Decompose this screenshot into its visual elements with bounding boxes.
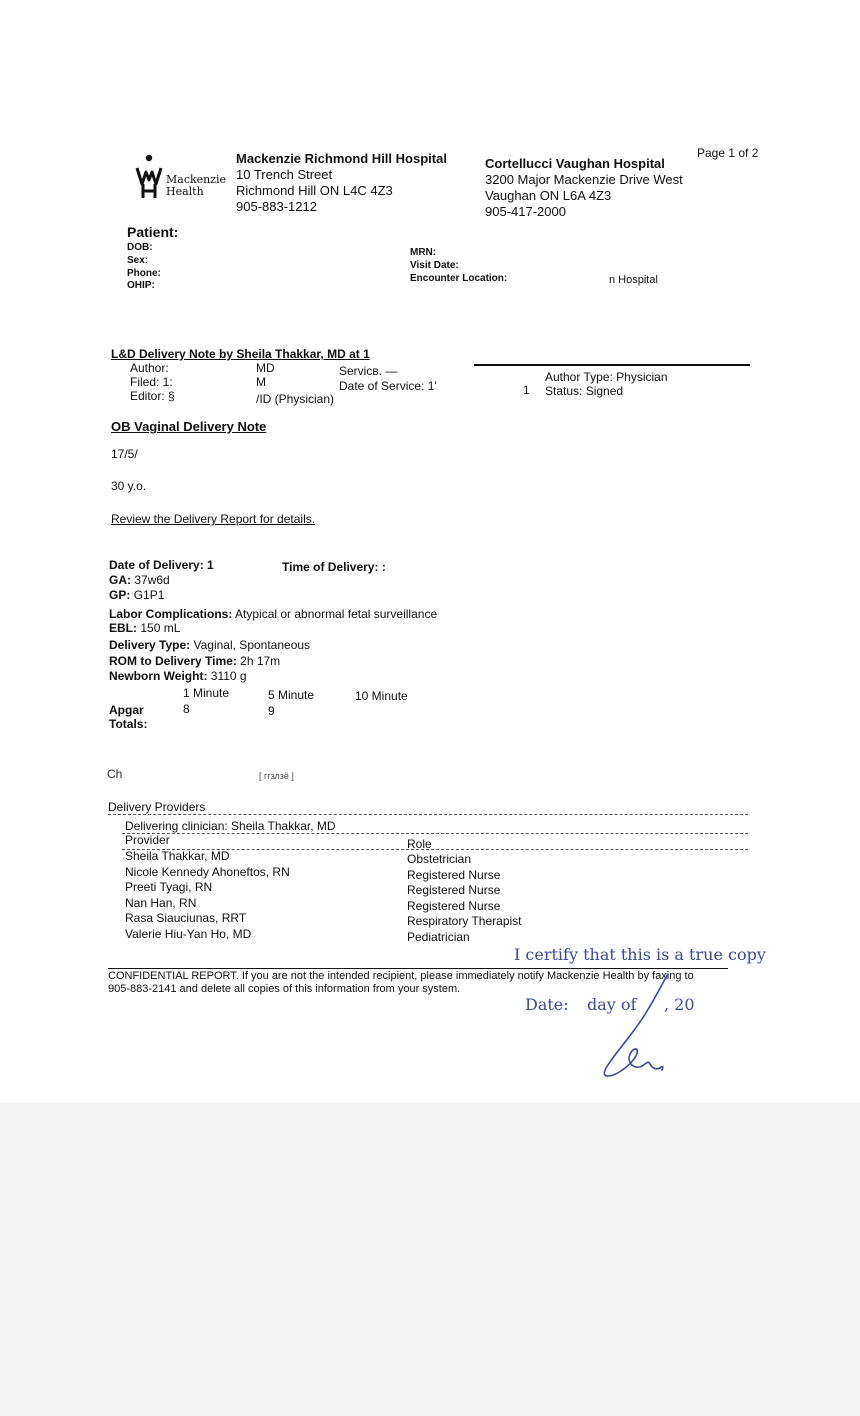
hospital2-phone: 905-417-2000 <box>485 204 566 219</box>
hospital1-address <box>236 151 447 215</box>
patient-label: Patient: <box>127 224 179 240</box>
ebl-label: EBL: <box>109 621 137 635</box>
delivering-clinician: Delivering clinician: Sheila Thakkar, MD <box>125 819 336 833</box>
dob-label: DOB: <box>127 242 153 253</box>
ebl-value: 150 mL <box>140 621 181 635</box>
editor-label: Editor: § <box>130 389 175 403</box>
provider-name: Nan Han, RN <box>125 895 197 910</box>
provider-name: Preeti Tyagi, RN <box>125 880 213 894</box>
table-row <box>125 880 725 896</box>
mrn-label: MRN: <box>410 247 437 258</box>
providers-rule-mid <box>122 833 748 834</box>
encounter-location-value: n Hospital <box>609 274 658 286</box>
date-of-delivery-label: Date of Delivery: 1 <box>109 558 214 572</box>
service-label: Servicв. — <box>339 364 398 378</box>
author-type: Author Type: Physician <box>545 370 668 384</box>
gp-row <box>109 588 164 602</box>
newborn-weight-value: 3110 g <box>210 669 247 683</box>
section-title: OB Vaginal Delivery Note <box>111 419 267 434</box>
providers-title: Delivery Providers <box>108 800 206 814</box>
col-role-header: Role <box>407 837 432 851</box>
provider-role: Registered Nurse <box>407 883 501 897</box>
patient-age: 30 y.o. <box>111 479 147 493</box>
ch-label: Ch <box>107 767 123 781</box>
encounter-location-label: Encounter Location: <box>410 273 508 284</box>
provider-role: Pediatrician <box>407 929 470 944</box>
provider-name: Nicole Kennedy Ahoneftos, RN <box>125 864 290 879</box>
apgar-label: Apgar <box>109 703 144 717</box>
apgar-col-1min: 1 Minute <box>183 686 230 700</box>
apgar-totals-label: Totals: <box>109 717 148 731</box>
ohip-label: OHIP: <box>127 280 155 291</box>
apgar-5min-value: 9 <box>268 704 275 718</box>
hospital1-street: 10 Trench Street <box>236 167 333 182</box>
table-row <box>125 896 725 912</box>
labor-complications-label: Labor Complications: <box>109 607 233 621</box>
hospital2-city: Vaughan ON L6A 4Z3 <box>485 188 612 203</box>
time-of-delivery-label: Time of Delivery: : <box>282 560 386 574</box>
providers-rule-top <box>108 814 748 815</box>
gp-value: G1P1 <box>133 588 165 602</box>
provider-role: Registered Nurse <box>407 898 501 913</box>
certify-date-label: Date: <box>525 995 569 1014</box>
provider-role: Registered Nurse <box>407 867 501 882</box>
rom-row <box>109 654 280 668</box>
table-row <box>125 849 725 865</box>
hospital1-phone: 905-883-1212 <box>236 199 317 214</box>
table-row <box>125 865 725 881</box>
ch-value: [ ггзлзё ] <box>259 771 294 781</box>
hospital2-street: 3200 Major Mackenzie Drive West <box>485 172 683 187</box>
header-rule <box>474 364 750 366</box>
logo-text-health: Health <box>166 185 204 198</box>
hospital1-city: Richmond Hill ON L4C 4Z3 <box>236 183 393 198</box>
provider-name: Sheila Thakkar, MD <box>125 849 230 863</box>
ga-label: GA: <box>109 573 131 587</box>
newborn-weight-label: Newborn Weight: <box>109 669 208 683</box>
filed-value: M <box>256 375 266 389</box>
certify-year: , 20 <box>664 995 695 1014</box>
status-signed: Status: Signed <box>545 384 624 398</box>
editor-value: /ID (Physician) <box>256 392 335 406</box>
footer-rule <box>108 968 728 969</box>
signature-icon <box>596 970 676 1082</box>
ebl-row <box>109 621 180 635</box>
scan-background <box>0 1103 860 1416</box>
mackenzie-logo-icon <box>134 154 164 200</box>
note-title: L&D Delivery Note by Sheila Thakkar, MD at 1 <box>111 347 370 361</box>
gp-label: GP: <box>109 588 131 602</box>
phone-label: Phone: <box>127 268 161 279</box>
rom-label: ROM to Delivery Time: <box>109 654 237 668</box>
apgar-col-10min: 10 Minute <box>355 689 408 703</box>
logo-text-mackenzie: Mackenzie <box>166 173 227 186</box>
review-delivery-report: Review the Delivery Report for details. <box>111 512 316 526</box>
footer-line1: CONFIDENTIAL REPORT. If you are not the intended recipient, please immediately notify Mackenzie Health by faxing to <box>108 970 694 982</box>
visit-date-label: Visit Date: <box>410 260 459 271</box>
author-label: Author: <box>130 361 169 375</box>
rom-value: 2h 17m <box>240 654 281 668</box>
footer-line2: 905-883-2141 and delete all copies of this information from your system. <box>108 983 461 995</box>
provider-name: Valerie Hiu-Yan Ho, MD <box>125 926 252 941</box>
apgar-col-5min: 5 Minute <box>268 688 315 702</box>
date-line: 17/5/ <box>111 447 138 461</box>
hospital1-name: Mackenzie Richmond Hill Hospital <box>236 151 447 166</box>
sex-label: Sex: <box>127 255 149 266</box>
delivery-type-value: Vaginal, Spontaneous <box>193 638 311 652</box>
certify-stamp-line: I certify that this is a true copy <box>514 945 766 964</box>
apgar-1min-value: 8 <box>183 702 190 716</box>
certify-day-of: day of <box>587 995 637 1014</box>
providers-list <box>125 849 725 942</box>
table-row <box>125 911 725 927</box>
page-number: Page 1 of 2 <box>697 146 759 160</box>
col-provider-header: Provider <box>125 833 170 847</box>
labor-complications-row <box>109 607 437 621</box>
labor-complications-value: Atypical or abnormal fetal surveillance <box>235 607 438 621</box>
provider-name: Rasa Siauciunas, RRT <box>125 911 247 925</box>
date-of-service-label: Date of Service: 1' <box>339 379 437 393</box>
table-row <box>125 927 725 943</box>
stray-mark: 1 <box>523 383 530 397</box>
provider-role: Obstetrician <box>407 852 472 866</box>
delivery-type-label: Delivery Type: <box>109 638 191 652</box>
author-value: MD <box>256 361 275 375</box>
newborn-weight-row <box>109 669 247 683</box>
hospital2-address <box>485 156 683 220</box>
filed-label: Filed: 1: <box>130 375 173 389</box>
ga-value: 37w6d <box>134 573 170 587</box>
provider-role: Respiratory Therapist <box>407 914 522 928</box>
ga-row <box>109 573 170 587</box>
delivery-type-row <box>109 638 310 652</box>
hospital2-name: Cortellucci Vaughan Hospital <box>485 156 665 171</box>
